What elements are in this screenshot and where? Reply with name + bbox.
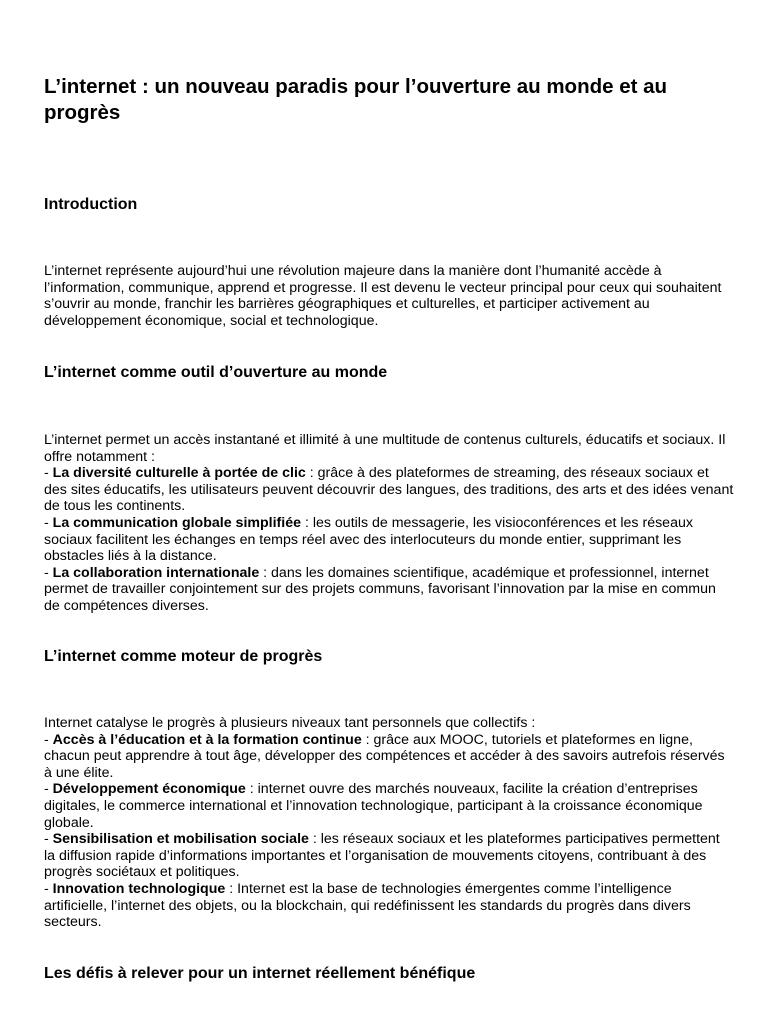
section-ouverture-body: [44, 432, 734, 615]
list-item: [44, 732, 734, 782]
item-label: La collaboration internationale: [52, 564, 260, 581]
list-item: [44, 881, 734, 931]
section-progres-body: [44, 715, 734, 931]
list-item: [44, 781, 734, 831]
item-text: : grâce à des plateformes de streaming, des réseaux sociaux et des sites éducatifs, les utilisateurs peuvent découvrir des langues, des traditions, des arts et des idées venant de tous les continents.: [44, 465, 734, 515]
list-item: [44, 831, 734, 881]
heading-introduction: Introduction: [44, 196, 138, 213]
item-label: Sensibilisation et mobilisation sociale: [52, 831, 309, 848]
bullet-dash: -: [44, 781, 53, 798]
item-text: : internet ouvre des marchés nouveaux, facilite la création d’entreprises digitales, le commerce international et l’innovation technologique, participant à la croissance économique globale.: [44, 781, 703, 831]
item-label: La communication globale simplifiée: [52, 514, 302, 531]
bullet-dash: -: [44, 880, 53, 897]
paragraph-introduction: L’internet représente aujourd’hui une révolution majeure dans la manière dont l’humanité accède à l’information, communique, apprend et progresse. Il est devenu le vecteur principal pour ceux qui souhaitent s’ouvrir au monde, franchir les barrières géographiques et culturelles, et participer activement au développement économique, social et technologique.: [44, 263, 722, 329]
item-label: La diversité culturelle à portée de clic: [52, 465, 306, 482]
paragraph-ouverture-intro: L’internet permet un accès instantané et illimité à une multitude de contenus culturels, éducatifs et sociaux. Il offre notamment :: [44, 432, 726, 465]
list-item: [44, 515, 734, 565]
bullet-dash: -: [44, 564, 53, 581]
item-label: Développement économique: [52, 781, 246, 798]
heading-progres: L’internet comme moteur de progrès: [44, 648, 323, 665]
bullet-dash: -: [44, 731, 53, 748]
item-label: Innovation technologique: [52, 880, 226, 897]
item-text: : dans les domaines scientifique, académique et professionnel, internet permet de travailler conjointement sur des projets communs, favorisant l’innovation par la mise en commun de compétences diverses.: [44, 564, 716, 614]
paragraph-progres-intro: Internet catalyse le progrès à plusieurs niveaux tant personnels que collectifs :: [44, 715, 536, 731]
item-text: : Internet est la base de technologies émergentes comme l’intelligence artificielle, l’internet des objets, ou la blockchain, qui redéfinissent les standards du progrès dans divers secteurs.: [44, 880, 691, 931]
heading-ouverture: L’internet comme outil d’ouverture au monde: [44, 364, 388, 381]
bullet-dash: -: [44, 831, 53, 848]
item-text: : grâce aux MOOC, tutoriels et plateformes en ligne, chacun peut apprendre à tout âge, développer des compétences et accéder à des savoirs autrefois réservés à une élite.: [44, 731, 725, 781]
list-item: [44, 465, 734, 515]
item-text: : les réseaux sociaux et les plateformes participatives permettent la diffusion rapide d’informations importantes et l’organisation de mouvements citoyens, contribuant à des progrès sociétaux et politiques.: [44, 831, 720, 881]
heading-defis: Les défis à relever pour un internet réellement bénéfique: [44, 965, 476, 982]
list-item: [44, 565, 734, 615]
document-title: L’internet : un nouveau paradis pour l’ouverture au monde et au progrès: [44, 75, 668, 124]
item-text: : les outils de messagerie, les visioconférences et les réseaux sociaux facilitent les échanges en temps réel avec des interlocuteurs du monde entier, supprimant les obstacles liés à la distance.: [44, 514, 693, 565]
bullet-dash: -: [44, 465, 53, 482]
item-label: Accès à l’éducation et à la formation continue: [52, 731, 362, 748]
bullet-dash: -: [44, 514, 53, 531]
